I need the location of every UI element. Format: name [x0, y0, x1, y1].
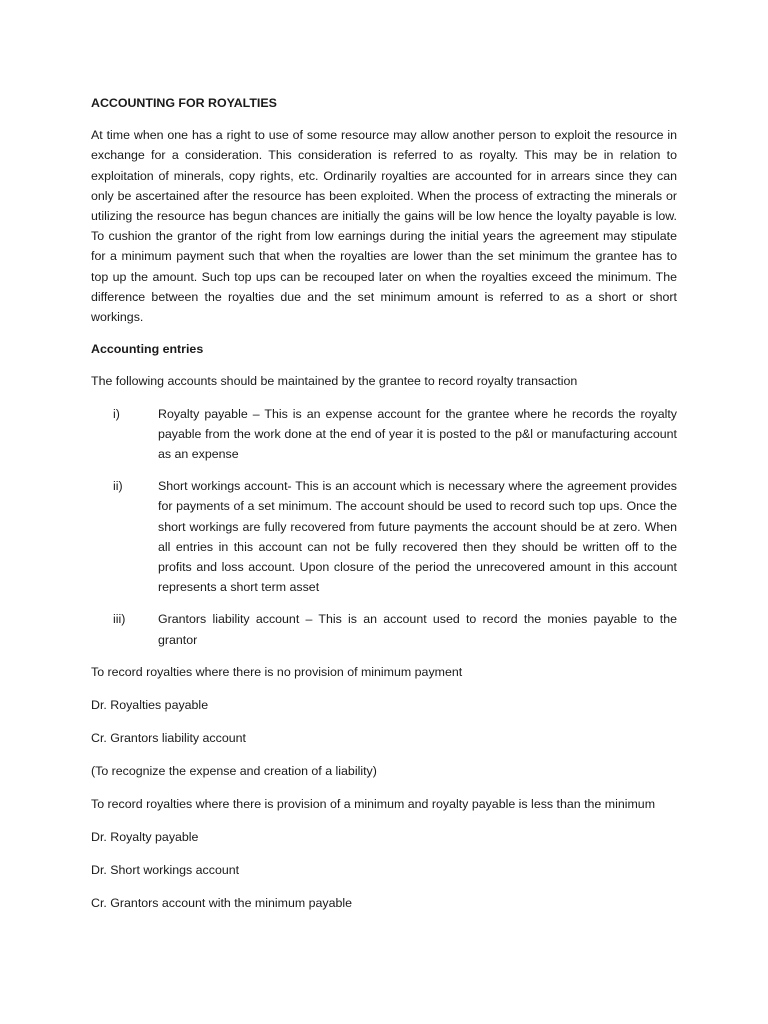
- list-item-text: Royalty payable – This is an expense account for the grantee where he records the royalty payable from the work done at the end of year it is posted to the p&l or manufacturing account as an expense: [158, 406, 677, 462]
- section-heading: Accounting entries: [91, 342, 204, 357]
- list-item: [91, 609, 677, 649]
- document-page: [91, 93, 677, 926]
- list-item-text: Grantors liability account – This is an account used to record the monies payable to the grantor: [158, 612, 677, 647]
- entry-line: To record royalties where there is provision of a minimum and royalty payable is less than the minimum: [91, 796, 656, 811]
- list-marker: i): [113, 406, 120, 421]
- list-item: [91, 404, 677, 465]
- entry-line: To record royalties where there is no provision of minimum payment: [91, 664, 463, 679]
- entry-line: Dr. Short workings account: [91, 862, 240, 877]
- entry-line: (To recognize the expense and creation of a liability): [91, 763, 377, 778]
- list-marker: iii): [113, 612, 126, 627]
- document-title: ACCOUNTING FOR ROYALTIES: [91, 96, 277, 110]
- entry-line: Dr. Royalties payable: [91, 697, 209, 712]
- entry-line: Cr. Grantors account with the minimum payable: [91, 895, 353, 910]
- accounts-list: [91, 404, 677, 650]
- list-item: [91, 476, 677, 597]
- entry-line: Dr. Royalty payable: [91, 829, 199, 844]
- list-marker: ii): [113, 479, 123, 494]
- intro-paragraph: At time when one has a right to use of some resource may allow another person to exploit the resource in exchange for a consideration. This consideration is referred to as royalty. This may be in relation to exploitation of minerals, copy rights, etc. Ordinarily royalties are accounted for in arrears since they can only be ascertained after the resource has been exploited. When the process of extracting the minerals or utilizing the resource has begun chances are initially the gains will be low hence the loyalty payable is low. To cushion the grantor of the right from low earnings during the initial years the agreement may stipulate for a minimum payment such that when the royalties are lower than the set minimum the grantee has to top up the amount. Such top ups can be recouped later on when the royalties exceed the minimum. The difference between the royalties due and the set minimum amount is referred to as a short or short workings.: [91, 128, 677, 325]
- accounts-intro: The following accounts should be maintained by the grantee to record royalty transaction: [91, 374, 578, 389]
- entry-line: Cr. Grantors liability account: [91, 730, 246, 745]
- list-item-text: Short workings account- This is an account which is necessary where the agreement provides for payments of a set minimum. The account should be used to record such top ups. Once the short workings are fully recovered from future payments the account should be at zero. When all entries in this account can not be fully recovered then they should be written off to the profits and loss account. Upon closure of the period the unrecovered amount in this account represents a short term asset: [158, 479, 677, 595]
